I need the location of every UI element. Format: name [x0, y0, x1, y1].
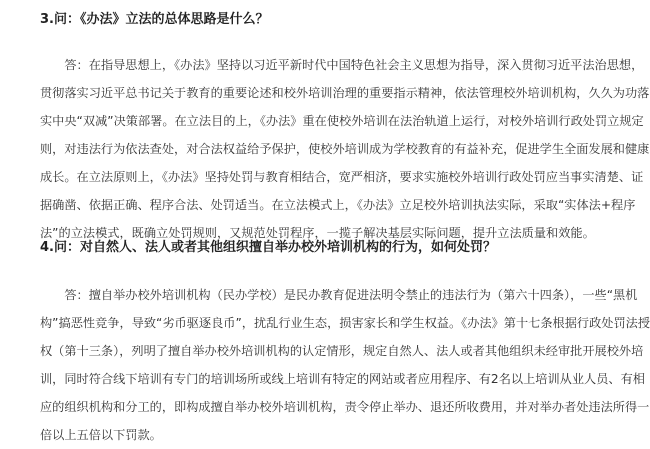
answer-3-line: 实中央“双减”决策部署。在立法目的上，《办法》重在使校外培训在法治轨道上运行，对校外培训行政处罚立规定	[40, 114, 644, 128]
answer-3-line: 答：在指导思想上，《办法》坚持以习近平新时代中国特色社会主义思想为指导，深入贯彻习近平法治思想，	[40, 58, 644, 72]
answer-4-paragraph	[40, 281, 650, 449]
answer-4-line: 训，同时符合线下培训有专门的培训场所或线上培训有特定的网站或者应用程序、有2名以上培训从业人员、有相	[40, 372, 645, 386]
answer-4-line: 应的组织机构和分工的，即构成擅自举办校外培训机构，责令停止举办、退还所收费用，并对举办者处违法所得一	[40, 400, 650, 414]
answer-3-line: 成长。在立法原则上，《办法》坚持处罚与教育相结合，宽严相济，要求实施校外培训行政处罚应当事实清楚、证	[40, 170, 644, 184]
answer-3-line: 则，对违法行为依法查处，对合法权益给予保护，使校外培训成为学校教育的有益补充，促进学生全面发展和健康	[40, 142, 650, 156]
answer-3-line: 据确凿、依据正确、程序合法、处罚适当。在立法模式上，《办法》立足校外培训执法实际，采取“实体法+程序	[40, 198, 636, 212]
answer-4-line: 倍以上五倍以下罚款。	[40, 428, 162, 442]
answer-3-paragraph	[40, 51, 650, 247]
answer-4-line: 构”搞恶性竞争，导致“劣币驱逐良币”，扰乱行业生态，损害家长和学生权益。《办法》第十七条根据行政处罚法授	[40, 316, 650, 330]
question-4-heading: 4.问：对自然人、法人或者其他组织擅自举办校外培训机构的行为，如何处罚？	[40, 240, 496, 255]
answer-3-line: 贯彻落实习近平总书记关于教育的重要论述和校外培训治理的重要指示精神，依法管理校外培训机构，久久为功落	[40, 86, 650, 100]
answer-3-line: 法”的立法模式，既确立处罚规则，又规范处罚程序，一揽子解决基层实际问题，提升立法质量和效能。	[40, 226, 595, 240]
answer-4-line: 答：擅自举办校外培训机构（民办学校）是民办教育促进法明令禁止的违法行为（第六十四条），一些“黑机	[40, 288, 638, 302]
answer-4-line: 权（第十三条），列明了擅自举办校外培训机构的认定情形，规定自然人、法人或者其他组织未经审批开展校外培	[40, 344, 644, 358]
question-3-heading: 3.问：《办法》立法的总体思路是什么？	[40, 12, 269, 27]
